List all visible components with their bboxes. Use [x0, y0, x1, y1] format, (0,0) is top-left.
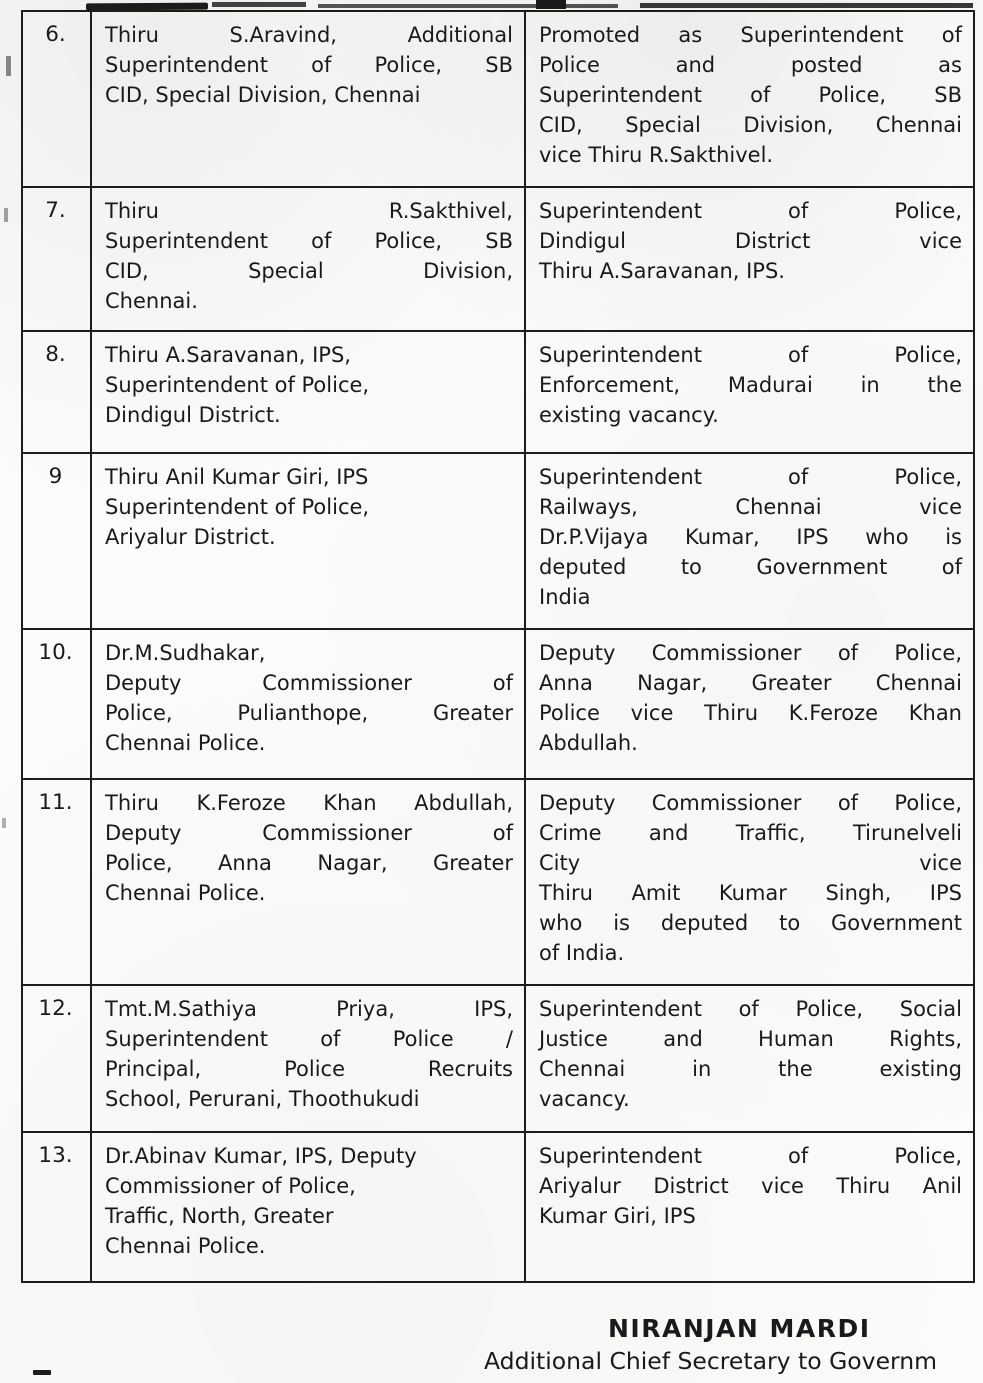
text-line: India	[539, 585, 591, 609]
text-line: Superintendent of Police,	[539, 343, 962, 367]
posting-cell	[525, 187, 974, 331]
officer-cell	[91, 1132, 525, 1282]
text-line: City vice	[539, 851, 962, 875]
scan-smudge-artifact	[212, 2, 306, 7]
text-line: Superintendent of Police,	[539, 1144, 962, 1168]
signatory-name: NIRANJAN MARDI	[608, 1314, 871, 1343]
text-line: Superintendent of Police, Social	[539, 997, 962, 1021]
posting-cell	[525, 11, 974, 187]
serial-number-cell: 8.	[22, 331, 91, 453]
text-line: Dr.P.Vijaya Kumar, IPS who is	[539, 525, 962, 549]
text-line: Abdullah.	[539, 731, 638, 755]
text-line: CID, Special Division, Chennai	[539, 113, 962, 137]
text-line: Thiru A.Saravanan, IPS.	[539, 259, 785, 283]
text-line: Crime and Traffic, Tirunelveli	[539, 821, 962, 845]
scan-smudge-artifact	[640, 3, 973, 8]
text-line: Chennai in the existing	[539, 1057, 962, 1081]
text-line: vacancy.	[539, 1087, 630, 1111]
text-line: Railways, Chennai vice	[539, 495, 962, 519]
posting-cell	[525, 779, 974, 985]
text-line: Kumar Giri, IPS	[539, 1204, 696, 1228]
table-row	[22, 985, 974, 1132]
transfer-table-body	[22, 11, 974, 1282]
posting-cell	[525, 453, 974, 629]
scan-smudge-artifact	[536, 0, 566, 9]
text-line: Superintendent of Police, SB	[539, 83, 962, 107]
officer-cell	[91, 11, 525, 187]
serial-number-cell: 11.	[22, 779, 91, 985]
text-line: Thiru Amit Kumar Singh, IPS	[539, 881, 962, 905]
text-line: CID, Special Division, Chennai	[105, 83, 421, 107]
officer-cell	[91, 453, 525, 629]
text-line: Deputy Commissioner of	[105, 671, 513, 695]
officer-cell	[91, 331, 525, 453]
serial-number-cell: 10.	[22, 629, 91, 779]
text-line: Ariyalur District vice Thiru Anil	[539, 1174, 962, 1198]
serial-number-cell: 7.	[22, 187, 91, 331]
scan-edge-mark	[6, 56, 11, 76]
text-line: Superintendent of Police,	[105, 495, 370, 519]
text-line: Chennai Police.	[105, 881, 266, 905]
posting-cell	[525, 1132, 974, 1282]
text-line: Police, Anna Nagar, Greater	[105, 851, 513, 875]
text-line: Dindigul District vice	[539, 229, 962, 253]
text-line: deputed to Government of	[539, 555, 962, 579]
scan-edge-mark	[4, 208, 8, 222]
officer-cell	[91, 629, 525, 779]
transfer-table	[21, 10, 975, 1283]
table-row	[22, 629, 974, 779]
text-line: Chennai.	[105, 289, 198, 313]
text-line: Thiru S.Aravind, Additional	[105, 23, 513, 47]
page-mark-artifact	[33, 1370, 51, 1375]
text-line: Deputy Commissioner of Police,	[539, 791, 962, 815]
text-line: Justice and Human Rights,	[539, 1027, 962, 1051]
text-line: Deputy Commissioner of	[105, 821, 513, 845]
officer-cell	[91, 985, 525, 1132]
text-line: Deputy Commissioner of Police,	[539, 641, 962, 665]
text-line: Tmt.M.Sathiya Priya, IPS,	[105, 997, 513, 1021]
text-line: vice Thiru R.Sakthivel.	[539, 143, 774, 167]
text-line: School, Perurani, Thoothukudi	[105, 1087, 420, 1111]
text-line: Traffic, North, Greater	[105, 1204, 334, 1228]
posting-cell	[525, 985, 974, 1132]
posting-cell	[525, 331, 974, 453]
posting-cell	[525, 629, 974, 779]
text-line: Enforcement, Madurai in the	[539, 373, 962, 397]
serial-number-cell: 6.	[22, 11, 91, 187]
text-line: Thiru R.Sakthivel,	[105, 199, 513, 223]
table-row	[22, 11, 974, 187]
text-line: Chennai Police.	[105, 1234, 266, 1258]
text-line: Dr.Abinav Kumar, IPS, Deputy	[105, 1144, 417, 1168]
text-line: Police and posted as	[539, 53, 962, 77]
text-line: Thiru A.Saravanan, IPS,	[105, 343, 351, 367]
officer-cell	[91, 779, 525, 985]
serial-number-cell: 9	[22, 453, 91, 629]
text-line: Thiru Anil Kumar Giri, IPS	[105, 465, 369, 489]
table-row	[22, 779, 974, 985]
officer-cell	[91, 187, 525, 331]
table-row	[22, 453, 974, 629]
text-line: Police vice Thiru K.Feroze Khan	[539, 701, 962, 725]
table-row	[22, 1132, 974, 1282]
text-line: Anna Nagar, Greater Chennai	[539, 671, 962, 695]
text-line: Ariyalur District.	[105, 525, 276, 549]
text-line: Principal, Police Recruits	[105, 1057, 513, 1081]
text-line: Dr.M.Sudhakar,	[105, 641, 266, 665]
table-row	[22, 331, 974, 453]
text-line: Promoted as Superintendent of	[539, 23, 962, 47]
scan-smudge-artifact	[318, 4, 618, 8]
text-line: Superintendent of Police, SB	[105, 229, 513, 253]
text-line: Superintendent of Police,	[539, 465, 962, 489]
signatory-title: Additional Chief Secretary to Governm	[484, 1347, 938, 1375]
serial-number-cell: 13.	[22, 1132, 91, 1282]
text-line: of India.	[539, 941, 625, 965]
text-line: Superintendent of Police, SB	[105, 53, 513, 77]
text-line: Dindigul District.	[105, 403, 281, 427]
text-line: Superintendent of Police,	[105, 373, 370, 397]
serial-number-cell: 12.	[22, 985, 91, 1132]
text-line: Police, Pulianthope, Greater	[105, 701, 513, 725]
text-line: Chennai Police.	[105, 731, 266, 755]
text-line: CID, Special Division,	[105, 259, 513, 283]
text-line: existing vacancy.	[539, 403, 719, 427]
text-line: Thiru K.Feroze Khan Abdullah,	[105, 791, 513, 815]
text-line: Superintendent of Police /	[105, 1027, 513, 1051]
scan-edge-mark	[2, 818, 6, 828]
text-line: Superintendent of Police,	[539, 199, 962, 223]
text-line: who is deputed to Government	[539, 911, 962, 935]
table-row	[22, 187, 974, 331]
text-line: Commissioner of Police,	[105, 1174, 356, 1198]
